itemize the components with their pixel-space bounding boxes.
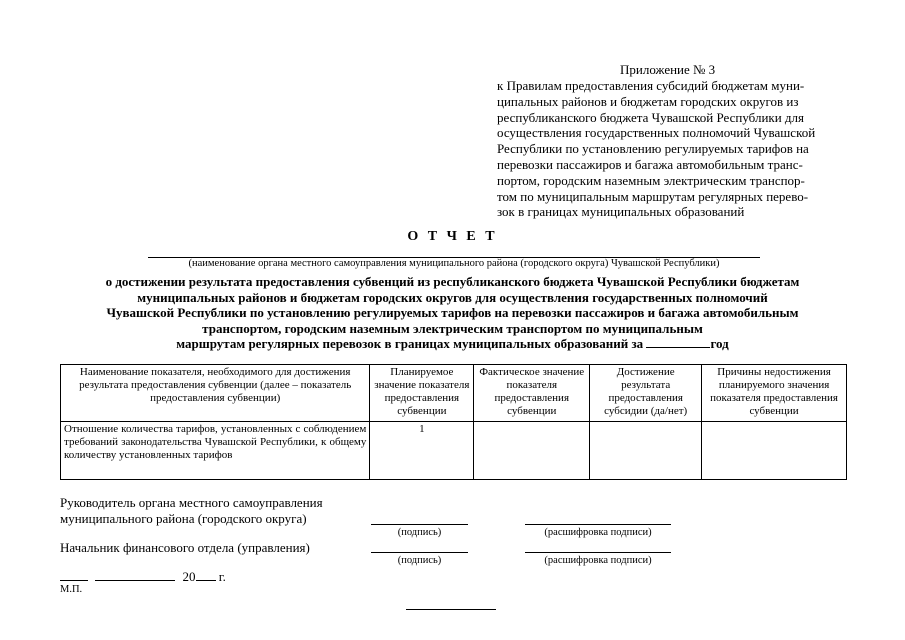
finance-signature-caption: (подпись) — [397, 555, 442, 566]
year-blank — [646, 336, 710, 348]
month-blank — [95, 569, 175, 581]
day-blank — [60, 569, 88, 581]
finance-signature-line — [371, 552, 468, 553]
table-header-row — [61, 365, 847, 422]
subtitle-line: транспортом, городским наземным электрическим транспортом по муниципальным — [202, 320, 703, 336]
subtitle-last-prefix: маршрутам регулярных перевозок в границах муниципальных образований за — [176, 336, 647, 352]
appendix-text — [497, 78, 847, 220]
head-signatory-title — [60, 495, 323, 527]
head-decoding-caption: (расшифровка подписи) — [544, 527, 652, 538]
appendix-line: том по муниципальным маршрутам регулярных перево- — [497, 188, 809, 204]
report-subtitle — [60, 274, 845, 352]
subtitle-line: Чувашской Республики по установлению регулируемых тарифов на перевозки пассажиров и багажа автомобильным — [106, 305, 799, 321]
table-row — [61, 422, 847, 480]
finance-decoding-line — [525, 552, 671, 553]
report-table — [60, 364, 847, 480]
appendix-line: ципальных районов и бюджетам городских округов из — [497, 93, 799, 109]
indicator-name-cell: Отношение количества тарифов, установленных с соблюдением требований законодательства Чувашской Республики, к общему количеству установленных тарифов — [61, 422, 370, 480]
head-title-line: муниципального района (городского округа) — [60, 511, 307, 526]
appendix-line: зок в границах муниципальных образований — [497, 204, 745, 220]
finance-signatory-title: Начальник финансового отдела (управления) — [60, 540, 310, 555]
subtitle-line: о достижении результата предоставления субвенций из республиканского бюджета Чувашской Республики бюджетам — [105, 274, 800, 289]
head-decoding-line — [525, 524, 671, 525]
org-name-caption: (наименование органа местного самоуправления муниципального района (городского округа) Чувашской Республики) — [188, 258, 720, 269]
achievement-cell — [590, 422, 702, 480]
appendix-line: республиканского бюджета Чувашской Республики для — [497, 109, 805, 125]
finance-decoding-caption: (расшифровка подписи) — [544, 555, 652, 566]
footnote-separator — [406, 609, 496, 610]
column-header-actual-value: Фактическое значение показателя предоставления субвенции — [474, 365, 590, 422]
head-title-line: Руководитель органа местного самоуправления — [60, 495, 323, 510]
appendix-line: перевозки пассажиров и багажа автомобильным транс- — [497, 156, 803, 172]
stamp-place: М.П. — [60, 584, 83, 595]
head-signature-line — [371, 524, 468, 525]
appendix-line: осуществления государственных полномочий Чувашской — [497, 125, 816, 141]
column-header-achievement: Достижение результата предоставления субсидии (да/нет) — [590, 365, 702, 422]
appendix-line: к Правилам предоставления субсидий бюджетам муни- — [497, 78, 805, 93]
column-header-reasons: Причины недостижения планируемого значения показателя предоставления субвенции — [702, 365, 847, 422]
reasons-cell — [702, 422, 847, 480]
planned-value-cell: 1 — [370, 422, 474, 480]
subtitle-last-suffix: год — [710, 336, 729, 352]
column-header-planned-value: Планируемое значение показателя предоставления субвенции — [370, 365, 474, 422]
year-suffix: г. — [215, 569, 226, 584]
appendix-line: портом, городским наземным электрическим транспор- — [497, 172, 805, 188]
appendix-line: Республики по установлению регулируемых тарифов на — [497, 141, 809, 157]
actual-value-cell — [474, 422, 590, 480]
column-header-indicator-name: Наименование показателя, необходимого для достижения результата предоставления субвенции (далее – показатель предоставления субвенции) — [61, 365, 370, 422]
date-line — [60, 569, 226, 585]
head-signature-caption: (подпись) — [397, 527, 442, 538]
year-blank — [196, 569, 216, 581]
report-title: О Т Ч Е Т — [407, 229, 498, 244]
appendix-title: Приложение № 3 — [620, 62, 716, 77]
subtitle-line-last — [60, 336, 845, 352]
subtitle-line: муниципальных районов и бюджетам городских округов для осуществления государственных полномочий — [137, 289, 768, 305]
year-prefix: 20 — [182, 569, 196, 584]
